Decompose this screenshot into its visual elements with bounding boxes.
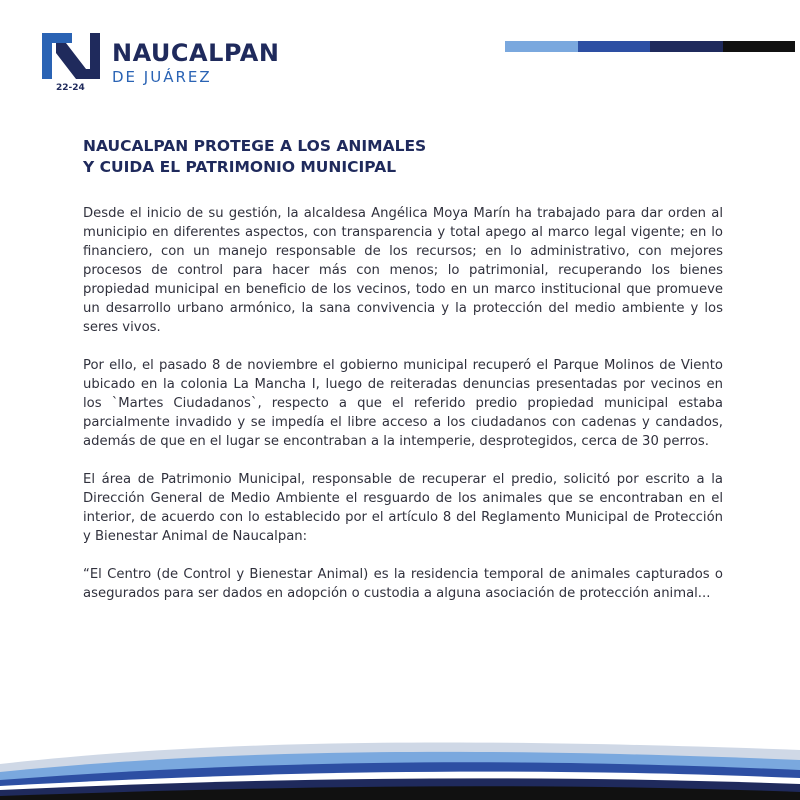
logo-name: NAUCALPAN <box>112 39 280 67</box>
paragraph-2: Por ello, el pasado 8 de noviembre el gobierno municipal recuperó el Parque Molinos de Viento ubicado en la colonia La Mancha I, luego de reiteradas denuncias presentadas por vecinos en los `Martes Ciudadanos`, respecto a que el referido predio propiedad municipal estaba parcialmente invadido y se impedía el libre acceso a los ciudadanos con cadenas y candados, además de que en el lugar se encontraban a la intemperie, desprotegidos, cerca de 30 perros. <box>83 358 723 449</box>
logo-years: 22-24 <box>56 83 85 93</box>
header-stripe-navy <box>650 41 723 52</box>
logo-subtitle: DE JUÁREZ <box>112 68 212 86</box>
page-title <box>83 136 563 178</box>
header-stripe-dark <box>723 41 795 52</box>
naucalpan-logo-mark-icon <box>42 33 102 79</box>
header-stripe-blue <box>578 41 650 52</box>
title-line-1: NAUCALPAN PROTEGE A LOS ANIMALES <box>83 137 427 155</box>
paragraph-3: El área de Patrimonio Municipal, responsable de recuperar el predio, solicitó por escrito a la Dirección General de Medio Ambiente el resguardo de los animales que se encontraban en el interior, de acuerdo con lo establecido por el artículo 8 del Reglamento Municipal de Protección y Bienestar Animal de Naucalpan: <box>83 472 723 544</box>
header-stripe-light <box>505 41 578 52</box>
footer-wave-decoration <box>0 720 800 800</box>
paragraph-4-quote: “El Centro (de Control y Bienestar Animal) es la residencia temporal de animales capturados o asegurados para ser dados en adopción o custodia a alguna asociación de protección animal... <box>83 567 723 601</box>
title-line-2: Y CUIDA EL PATRIMONIO MUNICIPAL <box>83 158 397 176</box>
article-body <box>83 204 723 622</box>
naucalpan-logo <box>42 33 302 95</box>
paragraph-1: Desde el inicio de su gestión, la alcaldesa Angélica Moya Marín ha trabajado para dar orden al municipio en diferentes aspectos, con transparencia y total apego al marco legal vigente; en lo financiero, con un manejo responsable de los recursos; en lo administrativo, con mejores procesos de control para hacer más con menos; lo patrimonial, recuperando los bienes propiedad municipal en beneficio de los vecinos, todo en un marco institucional que promueve un desarrollo urbano armónico, la sana convivencia y la protección del medio ambiente y los seres vivos. <box>83 206 723 335</box>
